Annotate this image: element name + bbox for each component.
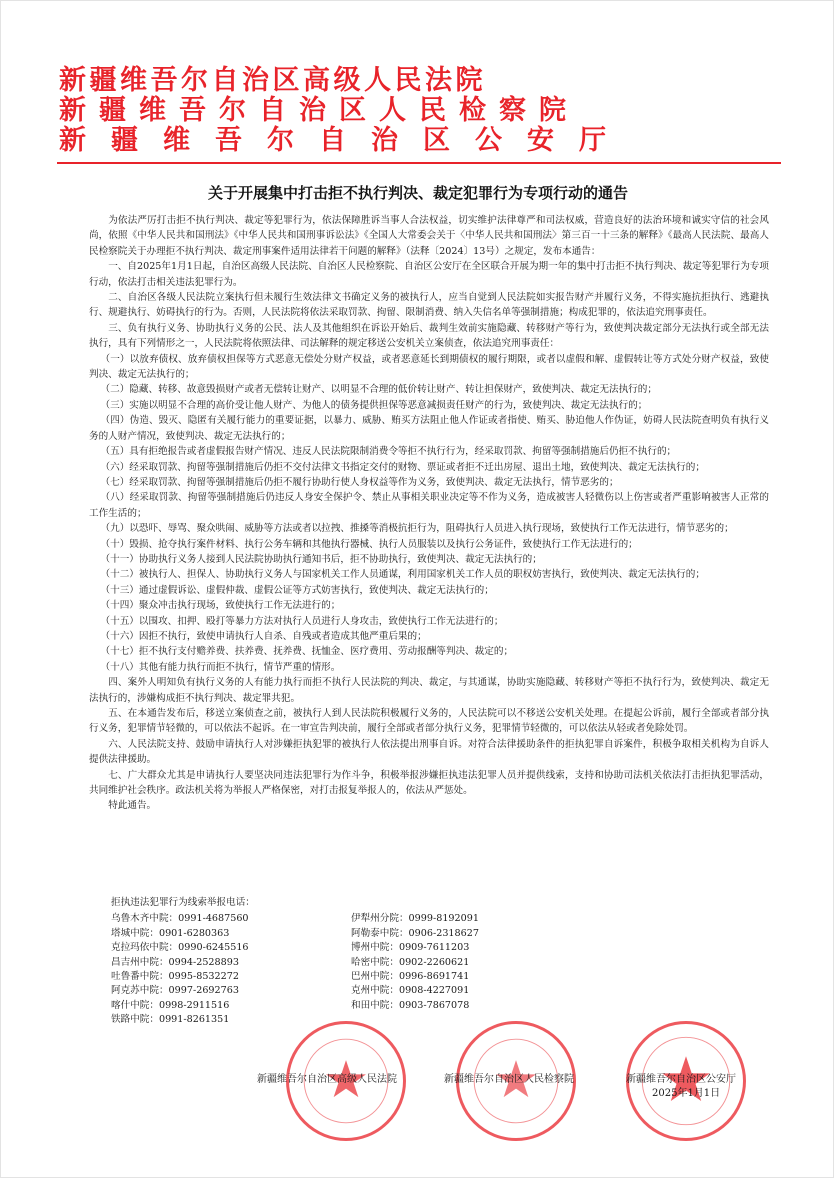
notice-paragraph: （十一）协助执行义务人接到人民法院协助执行通知书后，拒不协助执行，致使判决、裁定无法执行的； [100,553,542,565]
hotline-entry: 吐鲁番中院：0995-8532272 [111,971,239,983]
notice-paragraph: （七）经采取罚款、拘留等强制措施后仍拒不履行协助行使人身权益等作为义务，致使判决、裁定无法执行，情节恶劣的； [100,476,619,488]
hotline-entry: 克州中院：0908-4227091 [351,985,470,997]
notice-paragraph: （五）具有拒绝报告或者虚假报告财产情况、违反人民法院限制消费令等拒不执行行为，经采取罚款、拘留等强制措施后仍拒不执行的； [100,446,677,458]
hotline-column-right [351,912,591,1027]
notice-paragraph: （十八）其他有能力执行而拒不执行，情节严重的情形。 [100,661,341,673]
notice-paragraph: （十七）拒不执行支付赡养费、扶养费、抚养费、抚恤金、医疗费用、劳动报酬等判决、裁定的； [100,646,514,658]
notice-paragraph: （一）以放弃债权、放弃债权担保等方式恶意无偿处分财产权益，或者恶意延长到期债权的履行期限，或者以虚假和解、虚假转让等方式处分财产权益，致使判决、裁定无法执行的； [89,353,769,381]
hotline-entry: 克拉玛依中院：0990-6245516 [111,942,249,954]
hotline-entry: 喀什中院：0998-2911516 [111,999,230,1011]
signer-court: 新疆维吾尔自治区高级人民法院 [257,1074,397,1085]
notice-title: 关于开展集中打击拒不执行判决、裁定犯罪行为专项行动的通告 [207,184,628,202]
notice-paragraph: （十）毁损、抢夺执行案件材料、执行公务车辆和其他执行器械、执行人员服装以及执行公务证件，致使执行工作无法进行的； [100,538,638,550]
notice-paragraph: （四）伪造、毁灭、隐匿有关履行能力的重要证据，以暴力、威胁、贿买方法阻止他人作证或者指使、贿买、胁迫他人作伪证，妨碍人民法院查明负有执行义务的人财产情况，致使判决、裁定无法执行的； [89,415,769,442]
hotline-entry: 阿勒泰中院：0906-2318627 [351,927,479,939]
notice-paragraph: 七、广大群众尤其是申请执行人要坚决同违法犯罪行为作斗争，积极举报涉嫌拒执违法犯罪人员并提供线索，支持和协助司法机关依法打击拒执犯罪活动，共同维护社会秩序。政法机关将为举报人严格保密，对打击报复举报人的，依法从严惩处。 [89,769,769,797]
signer-public-security: 新疆维吾尔自治区公安厅 [626,1074,736,1085]
notice-paragraph: （十五）以围攻、扣押、殴打等暴力方法对执行人员进行人身攻击，致使执行工作无法进行的； [100,615,504,627]
hotline-entry: 巴州中院：0996-8691741 [351,971,470,983]
notice-paragraph: （六）经采取罚款、拘留等强制措施后仍拒不交付法律文书指定交付的财物、票证或者拒不迁出房屋、退出土地，致使判决、裁定无法执行的； [100,461,705,473]
agency-name-public-security: 新疆维吾尔自治区公安厅 [59,125,631,156]
notice-body [89,213,769,814]
hotline-entry: 哈密中院：0902-2260621 [351,956,470,968]
agency-name-procuratorate: 新疆维吾尔自治区人民检察院 [59,95,579,126]
hotline-entry: 阿克苏中院：0997-2692763 [111,985,239,997]
header-red-divider [57,162,781,164]
notice-paragraph: 二、自治区各级人民法院立案执行但未履行生效法律文书确定义务的被执行人，应当自觉到人民法院如实报告财产并履行义务，不得实施抗拒执行、逃避执行、规避执行、妨碍执行的行为。否则，人民法院将依法采取罚款、拘留、限制消费、纳入失信名单等强制措施；构成犯罪的，依法追究刑事责任。 [89,292,769,319]
notice-paragraph: 四、案外人明知负有执行义务的人有能力执行而拒不执行人民法院的判决、裁定，与其通谋，协助实施隐藏、转移财产等拒不执行行为，致使判决、裁定无法执行的，涉嫌构成拒不执行判决、裁定罪共犯。 [89,677,769,704]
notice-paragraph: （八）经采取罚款、拘留等强制措施后仍违反人身安全保护令、禁止从事相关职业决定等不作为义务，造成被害人轻微伤以上伤害或者严重影响被害人正常的工作生活的； [89,492,769,519]
hotline-entry: 和田中院：0903-7867078 [351,999,470,1011]
notice-paragraph: （十二）被执行人、担保人、协助执行义务人与国家机关工作人员通谋，利用国家机关工作人员的职权妨害执行，致使判决、裁定无法执行的； [100,569,705,581]
signer-procuratorate: 新疆维吾尔自治区人民检察院 [444,1074,574,1085]
hotline-entry: 昌吉州中院：0994-2528893 [111,956,239,968]
notice-paragraph: 特此通告。 [108,800,157,812]
hotline-entry: 伊犁州分院：0999-8192091 [351,913,479,925]
notice-paragraph: （二）隐藏、转移、故意毁损财产或者无偿转让财产、以明显不合理的低价转让财产、转让担保财产，致使判决、裁定无法执行的； [100,384,657,396]
issue-date: 2025年1月1日 [652,1088,721,1099]
hotline-column-left [111,912,351,1027]
notice-paragraph: 三、负有执行义务、协助执行义务的公民、法人及其他组织在诉讼开始后、裁判生效前实施隐藏、转移财产等行为，致使判决裁定部分无法执行或全部无法执行，具有下列情形之一，人民法院将依照法律、司法解释的规定移送公安机关立案侦查，依法追究刑事责任： [89,322,769,350]
hotline-entry: 乌鲁木齐中院：0991-4687560 [111,913,249,925]
hotline-entry: 塔城中院：0901-6280363 [111,927,230,939]
notice-paragraph: 一、自2025年1月1日起，自治区高级人民法院、自治区人民检察院、自治区公安厅在全区联合开展为期一年的集中打击拒不执行判决、裁定等犯罪行为专项行动，依法打击相关违法犯罪行为。 [89,261,769,288]
agency-name-court: 新疆维吾尔自治区高级人民法院 [59,65,486,96]
notice-paragraph: 为依法严厉打击拒不执行判决、裁定等犯罪行为，依法保障胜诉当事人合法权益，切实维护法律尊严和司法权威，营造良好的法治环境和诚实守信的社会风尚，依照《中华人民共和国刑法》《中华人民共和国刑事诉讼法》《全国人大常委会关于〈中华人民共和国刑法〉第三百一十三条的解释》《最高人民法院、最高人民检察院关于办理拒不执行判决、裁定刑事案件适用法律若干问题的解释》（法释〔2024〕13号）之规定，发布本通告： [89,215,769,257]
notice-paragraph: （十三）通过虚假诉讼、虚假仲裁、虚假公证等方式妨害执行，致使判决、裁定无法执行的； [100,584,494,596]
notice-paragraph: （三）实施以明显不合理的高价受让他人财产、为他人的债务提供担保等恶意减损责任财产的行为，致使判决、裁定无法执行的； [100,399,648,411]
notice-paragraph: 五、在本通告发布后，移送立案侦查之前，被执行人到人民法院积极履行义务的，人民法院可以不移送公安机关处理。在提起公诉前，履行全部或者部分执行义务，犯罪情节轻微的，可以依法不起诉。在一审宣告判决前，履行全部或者部分执行义务，犯罪情节轻微的，可以依法从轻或者免除处罚。 [89,708,769,735]
hotline-heading: 拒执违法犯罪行为线索举报电话： [111,897,255,908]
notice-paragraph: （九）以恐吓、辱骂、聚众哄闹、威胁等方法或者以拉拽、推搡等消极抗拒行为，阻碍执行人员进入执行现场，致使执行工作无法进行，情节恶劣的； [100,523,734,535]
notice-paragraph: （十四）聚众冲击执行现场，致使执行工作无法进行的； [100,600,341,612]
notice-paragraph: 六、人民法院支持、鼓励申请执行人对涉嫌拒执犯罪的被执行人依法提出刑事自诉。对符合法律援助条件的拒执犯罪自诉案件，积极争取相关机构为自诉人提供法律援助。 [89,738,769,766]
hotline-section [111,896,751,1028]
hotline-entry: 博州中院：0909-7611203 [351,942,470,954]
notice-paragraph: （十六）因拒不执行，致使申请执行人自杀、自残或者造成其他严重后果的； [100,630,427,642]
hotline-entry: 铁路中院：0991-8261351 [111,1014,230,1026]
